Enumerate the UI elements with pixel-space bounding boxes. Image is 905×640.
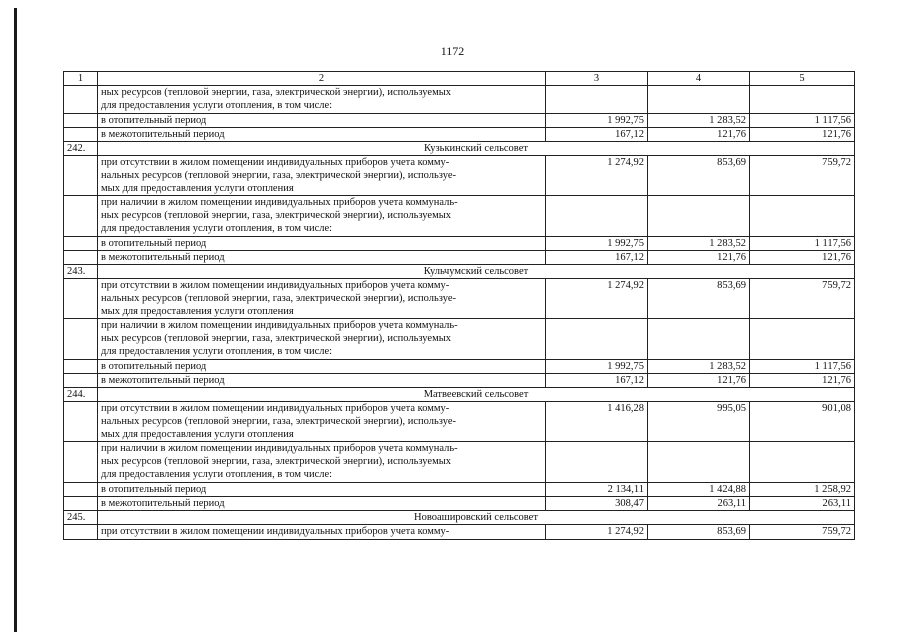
tariff-table <box>63 71 855 540</box>
index-cell <box>64 237 98 251</box>
description-cell <box>98 86 546 114</box>
section-header-row <box>64 265 855 279</box>
value-cell <box>750 442 855 483</box>
table-header-row <box>64 72 855 86</box>
index-cell <box>64 374 98 388</box>
description-cell: при отсутствии в жилом помещении индивидуальных приборов учета комму- <box>98 525 546 540</box>
description-line: мых для предоставления услуги отопления <box>101 429 294 440</box>
index-cell <box>64 279 98 319</box>
value-cell: 121,76 <box>750 374 855 388</box>
present-meter-row <box>64 442 855 483</box>
value-cell: 1 283,52 <box>648 237 750 251</box>
description-cell <box>98 319 546 360</box>
description-line: мых для предоставления услуги отопления <box>101 306 294 317</box>
value-cell: 167,12 <box>546 374 648 388</box>
index-cell <box>64 483 98 497</box>
value-cell: 1 992,75 <box>546 360 648 374</box>
description-line: для предоставления услуги отопления, в том числе: <box>101 346 333 357</box>
index-cell <box>64 251 98 265</box>
value-cell: 759,72 <box>750 279 855 319</box>
value-cell: 1 117,56 <box>750 360 855 374</box>
description-line: при наличии в жилом помещении индивидуальных приборов учета коммуналь- <box>101 197 458 208</box>
index-cell <box>64 442 98 483</box>
section-name: Кульчумский сельсовет <box>98 265 855 279</box>
description-line: нальных ресурсов (тепловой энергии, газа, электрической энергии), используе- <box>101 416 456 427</box>
value-cell: 1 283,52 <box>648 114 750 128</box>
header-cell: 3 <box>546 72 648 86</box>
value-cell <box>546 196 648 237</box>
description-line: нальных ресурсов (тепловой энергии, газа, электрической энергии), используе- <box>101 170 456 181</box>
header-cell: 1 <box>64 72 98 86</box>
present-meter-row <box>64 319 855 360</box>
description-line: при отсутствии в жилом помещении индивидуальных приборов учета комму- <box>101 157 450 168</box>
nonheating-period-row <box>64 374 855 388</box>
value-cell: 2 134,11 <box>546 483 648 497</box>
value-cell <box>750 86 855 114</box>
value-cell: 853,69 <box>648 156 750 196</box>
page-number: 1172 <box>440 44 465 58</box>
section-header-row <box>64 511 855 525</box>
section-header-row <box>64 142 855 156</box>
period-label: в межотопительный период <box>98 497 546 511</box>
value-cell: 759,72 <box>750 525 855 540</box>
description-line: при отсутствии в жилом помещении индивидуальных приборов учета комму- <box>101 280 450 291</box>
value-cell <box>648 196 750 237</box>
index-cell <box>64 86 98 114</box>
heating-period-row <box>64 114 855 128</box>
value-cell <box>546 86 648 114</box>
value-cell: 1 416,28 <box>546 402 648 442</box>
value-cell: 121,76 <box>648 251 750 265</box>
description-line: ных ресурсов (тепловой энергии, газа, электрической энергии), используемых <box>101 87 452 98</box>
description-line: при наличии в жилом помещении индивидуальных приборов учета коммуналь- <box>101 443 458 454</box>
description-line: нальных ресурсов (тепловой энергии, газа, электрической энергии), используе- <box>101 293 456 304</box>
description-cell <box>98 442 546 483</box>
description-line: для предоставления услуги отопления, в том числе: <box>101 100 333 111</box>
value-cell <box>648 442 750 483</box>
index-cell <box>64 360 98 374</box>
value-cell <box>546 442 648 483</box>
section-index: 243. <box>64 265 98 279</box>
period-label: в межотопительный период <box>98 128 546 142</box>
value-cell: 121,76 <box>648 128 750 142</box>
nonheating-period-row <box>64 251 855 265</box>
present-meter-row <box>64 196 855 237</box>
header-cell: 2 <box>98 72 546 86</box>
value-cell <box>750 319 855 360</box>
index-cell <box>64 114 98 128</box>
description-line: мых для предоставления услуги отопления <box>101 183 294 194</box>
heating-period-row <box>64 360 855 374</box>
section-index: 242. <box>64 142 98 156</box>
description-line: ных ресурсов (тепловой энергии, газа, электрической энергии), используемых <box>101 333 452 344</box>
value-cell: 1 274,92 <box>546 279 648 319</box>
value-cell: 1 117,56 <box>750 114 855 128</box>
period-label: в межотопительный период <box>98 251 546 265</box>
value-cell: 121,76 <box>750 251 855 265</box>
value-cell: 1 117,56 <box>750 237 855 251</box>
continuation-row <box>64 86 855 114</box>
period-label: в отопительный период <box>98 483 546 497</box>
period-label: в межотопительный период <box>98 374 546 388</box>
value-cell: 1 274,92 <box>546 525 648 540</box>
nonheating-period-row <box>64 497 855 511</box>
section-name: Кузькинский сельсовет <box>98 142 855 156</box>
description-cell <box>98 156 546 196</box>
description-cell <box>98 196 546 237</box>
value-cell: 901,08 <box>750 402 855 442</box>
index-cell <box>64 128 98 142</box>
index-cell <box>64 525 98 540</box>
value-cell: 263,11 <box>648 497 750 511</box>
absent-meter-row <box>64 402 855 442</box>
scan-edge-line <box>14 8 17 632</box>
value-cell: 853,69 <box>648 525 750 540</box>
description-line: ных ресурсов (тепловой энергии, газа, электрической энергии), используемых <box>101 456 452 467</box>
section-name: Матвеевский сельсовет <box>98 388 855 402</box>
absent-meter-row <box>64 279 855 319</box>
header-cell: 5 <box>750 72 855 86</box>
description-cell <box>98 279 546 319</box>
value-cell: 759,72 <box>750 156 855 196</box>
section-index: 245. <box>64 511 98 525</box>
index-cell <box>64 402 98 442</box>
heating-period-row <box>64 483 855 497</box>
period-label: в отопительный период <box>98 360 546 374</box>
absent-meter-row <box>64 156 855 196</box>
index-cell <box>64 196 98 237</box>
value-cell <box>648 86 750 114</box>
value-cell <box>546 319 648 360</box>
nonheating-period-row <box>64 128 855 142</box>
heating-period-row <box>64 237 855 251</box>
period-label: в отопительный период <box>98 114 546 128</box>
value-cell: 1 283,52 <box>648 360 750 374</box>
value-cell: 1 424,88 <box>648 483 750 497</box>
description-line: ных ресурсов (тепловой энергии, газа, электрической энергии), используемых <box>101 210 452 221</box>
description-line: для предоставления услуги отопления, в том числе: <box>101 223 333 234</box>
value-cell: 121,76 <box>750 128 855 142</box>
index-cell <box>64 497 98 511</box>
absent-meter-row <box>64 525 855 540</box>
index-cell <box>64 319 98 360</box>
description-line: при наличии в жилом помещении индивидуальных приборов учета коммуналь- <box>101 320 458 331</box>
value-cell: 853,69 <box>648 279 750 319</box>
description-line: при отсутствии в жилом помещении индивидуальных приборов учета комму- <box>101 403 450 414</box>
value-cell: 1 274,92 <box>546 156 648 196</box>
value-cell: 1 258,92 <box>750 483 855 497</box>
header-cell: 4 <box>648 72 750 86</box>
value-cell: 121,76 <box>648 374 750 388</box>
section-header-row <box>64 388 855 402</box>
value-cell: 167,12 <box>546 251 648 265</box>
value-cell: 308,47 <box>546 497 648 511</box>
description-line: для предоставления услуги отопления, в том числе: <box>101 469 333 480</box>
description-cell <box>98 402 546 442</box>
section-index: 244. <box>64 388 98 402</box>
index-cell <box>64 156 98 196</box>
value-cell: 167,12 <box>546 128 648 142</box>
value-cell: 263,11 <box>750 497 855 511</box>
value-cell <box>648 319 750 360</box>
value-cell <box>750 196 855 237</box>
value-cell: 995,05 <box>648 402 750 442</box>
section-name: Новоашировский сельсовет <box>98 511 855 525</box>
value-cell: 1 992,75 <box>546 237 648 251</box>
period-label: в отопительный период <box>98 237 546 251</box>
value-cell: 1 992,75 <box>546 114 648 128</box>
